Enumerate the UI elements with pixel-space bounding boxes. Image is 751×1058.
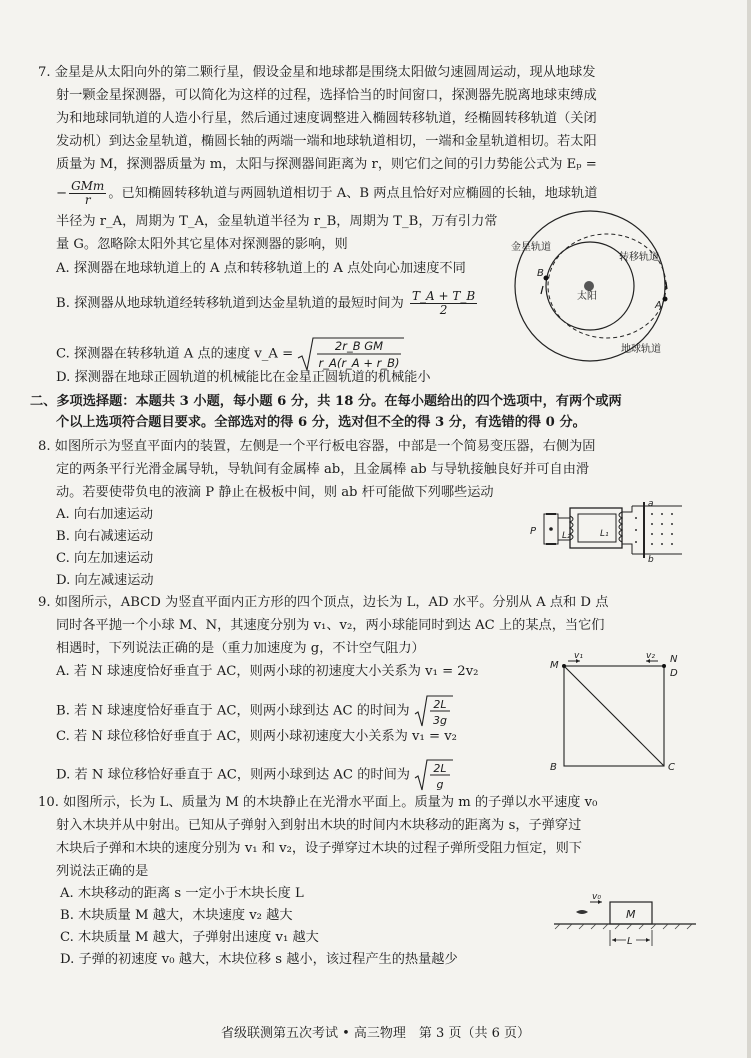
q7-option-c-num: 2r_B GM [335,339,384,353]
q7-energy-den: r [84,193,91,207]
q7-line-7: 半径为 r_A，周期为 T_A，金星轨道半径为 r_B，周期为 T_B，万有引力常 [56,214,498,229]
label-a: A [655,300,662,311]
label-b: B [550,762,557,770]
bullet-block-diagram [540,890,700,952]
orbit-diagram [505,206,675,366]
label-l2: L₂ [562,531,571,541]
q9-option-d-num: 2L [433,762,447,775]
q10-line-1: 10. 如图所示，长为 L、质量为 M 的木块静止在光滑水平面上。质量为 m 的子弹以水平速度 v₀ [38,795,598,810]
q7-line-2: 射一颗金星探测器，可以简化为这样的过程，选择恰当的时间窗口，探测器先脱离地球束缚成 [56,88,597,103]
label-b: B [537,268,544,279]
q10-line-3: 木块后子弹和木块的速度分别为 v₁ 和 v₂，设子弹穿过木块的过程子弹所受阻力恒定，则下 [56,841,582,856]
q9-option-d-radical [414,758,454,792]
q9-option-b-radical [414,694,454,728]
q7-option-b-fraction [410,290,477,317]
section-2-line-1: 二、多项选择题：本题共 3 小题，每小题 6 分，共 18 分。在每小题给出的四个选项中，有两个或两 [30,394,622,409]
q10-option-b: B. 木块质量 M 越大，木块速度 v₂ 越大 [60,908,293,923]
square-diagram [546,652,686,770]
transfer-orbit-label: 转移轨道 [619,252,659,263]
q7-option-c-den: r_A(r_A + r_B) [318,356,400,370]
q7-line-1: 7. 金星是从太阳向外的第二颗行星，假设金星和地球都是围绕太阳做匀速圆周运动，现从地球发 [38,65,596,80]
q7-line-3: 为和地球同轨道的人造小行星，然后通过速度调整进入椭圆转移轨道，经椭圆转移轨道（关闭 [56,111,597,126]
q10-option-a: A. 木块移动的距离 s 一定小于木块长度 L [60,886,304,901]
q7-line-4: 发动机）到达金星轨道，椭圆长轴的两端一端和地球轨道相切，一端和金星轨道相切。若太阳 [56,134,597,149]
label-m: M [550,660,559,671]
q8-option-b: B. 向右减速运动 [56,529,154,544]
q7-option-b-num: T_A + T_B [411,289,476,303]
page-edge [747,0,751,1058]
venus-orbit-label: 金星轨道 [511,242,551,253]
q7-line-8: 量 G。忽略除太阳外其它星体对探测器的影响，则 [56,237,348,252]
q8-line-3: 动。若要使带负电的液滴 P 静止在极板中间，则 ab 杆可能做下列哪些运动 [56,485,494,500]
q7-option-b-den: 2 [439,303,448,317]
sun-label: 太阳 [577,291,597,302]
q7-neg-sign: − [56,186,68,201]
q10-line-4: 列说法正确的是 [56,864,149,879]
label-c: C [668,762,675,770]
label-p: P [530,526,537,537]
q9-option-b-num: 2L [433,698,447,711]
q7-option-b-text: B. 探测器从地球轨道经转移轨道到达金星轨道的最短时间为 [56,296,404,311]
q7-line-6 [56,180,598,207]
label-v2: v₂ [646,652,655,661]
ground-hatch [555,924,692,929]
q7-option-d: D. 探测器在地球正圆轨道的机械能比在金星正圆轨道的机械能小 [56,370,431,385]
q7-energy-fraction [69,180,106,207]
q9-line-1: 9. 如图所示，ABCD 为竖直平面内正方形的四个顶点，边长为 L，AD 水平。分别从 A 点和 D 点 [38,595,609,610]
droplet-p [549,527,553,531]
label-n: N [670,654,678,665]
label-v0: v₀ [592,892,601,902]
q9-option-d-den: g [436,778,444,791]
magnetic-field-dots [635,513,673,545]
label-l1: L₁ [600,529,609,539]
label-l: L [627,936,633,947]
section-2-line-2: 个以上选项符合题目要求。全部选对的得 6 分，选对但不全的得 3 分，有选错的得 0 分。 [56,415,586,430]
q9-option-d-text: D. 若 N 球位移恰好垂直于 AC，则两小球到达 AC 的时间为 [56,767,410,783]
earth-orbit-label: 地球轨道 [621,344,661,355]
q7-option-a: A. 探测器在地球轨道上的 A 点和转移轨道上的 A 点处向心加速度不同 [56,261,466,276]
q8-option-d: D. 向左减速运动 [56,573,154,588]
q10-line-2: 射入木块并从中射出。已知从子弹射入到射出木块的时间内木块移动的距离为 s，子弹穿过 [56,818,582,833]
q9-option-a: A. 若 N 球速度恰好垂直于 AC，则两小球的初速度大小关系为 v₁ = 2v₂ [56,664,479,679]
label-v1: v₁ [574,652,583,661]
q7-line-6-text: 。已知椭圆转移轨道与两圆轨道相切于 A、B 两点且恰好对应椭圆的长轴，地球轨道 [108,186,598,201]
perpendicular-guide [566,668,642,744]
q9-line-2: 同时各平抛一个小球 M、N，其速度分别为 v₁、v₂，两小球能同时到达 AC 上的某点，当它们 [56,618,605,633]
q9-option-d [56,758,454,792]
q10-option-d: D. 子弹的初速度 v₀ 越大，木块位移 s 越小，该过程产生的热量越少 [60,952,458,967]
label-m: M [626,908,636,921]
sun [584,281,594,291]
q9-line-3: 相遇时，下列说法正确的是（重力加速度为 g，不计空气阻力） [56,641,425,656]
q8-option-c: C. 向左加速运动 [56,551,154,566]
q8-option-a: A. 向右加速运动 [56,507,154,522]
label-a: a [648,499,654,509]
q9-option-c: C. 若 N 球位移恰好垂直于 AC，则两小球初速度大小关系为 v₁ = v₂ [56,729,457,744]
point-b [544,276,549,281]
point-a [663,297,668,302]
page-footer: 省级联测第五次考试 • 高三物理 第 3 页（共 6 页） [220,1026,530,1041]
label-b: b [648,555,654,562]
arrow-b-icon [541,286,543,294]
q7-line-5: 质量为 M，探测器质量为 m，太阳与探测器间距离为 r，则它们之间的引力势能公式为 Eₚ = [56,157,597,172]
q9-option-b-text: B. 若 N 球速度恰好垂直于 AC，则两小球到达 AC 的时间为 [56,703,410,719]
q7-option-c-radical [297,336,405,372]
q7-option-c-text: C. 探测器在转移轨道 A 点的速度 v_A = [56,346,294,362]
circuit-diagram [526,498,686,562]
q8-line-1: 8. 如图所示为竖直平面内的装置，左侧是一个平行板电容器，中部是一个简易变压器，右侧为固 [38,439,596,454]
q7-option-c [56,336,405,372]
q8-line-2: 定的两条平行光滑金属导轨，导轨间有金属棒 ab，且金属棒 ab 与导轨接触良好并可自由滑 [56,462,590,477]
q7-energy-num: GMm [71,179,105,193]
q7-option-b [56,290,479,317]
label-d: D [670,668,678,679]
q9-option-b [56,694,454,728]
q9-option-b-den: 3g [432,714,447,727]
q10-option-c: C. 木块质量 M 越大，子弹射出速度 v₁ 越大 [60,930,319,945]
sqrt-symbol [297,336,405,372]
bullet [576,910,588,914]
